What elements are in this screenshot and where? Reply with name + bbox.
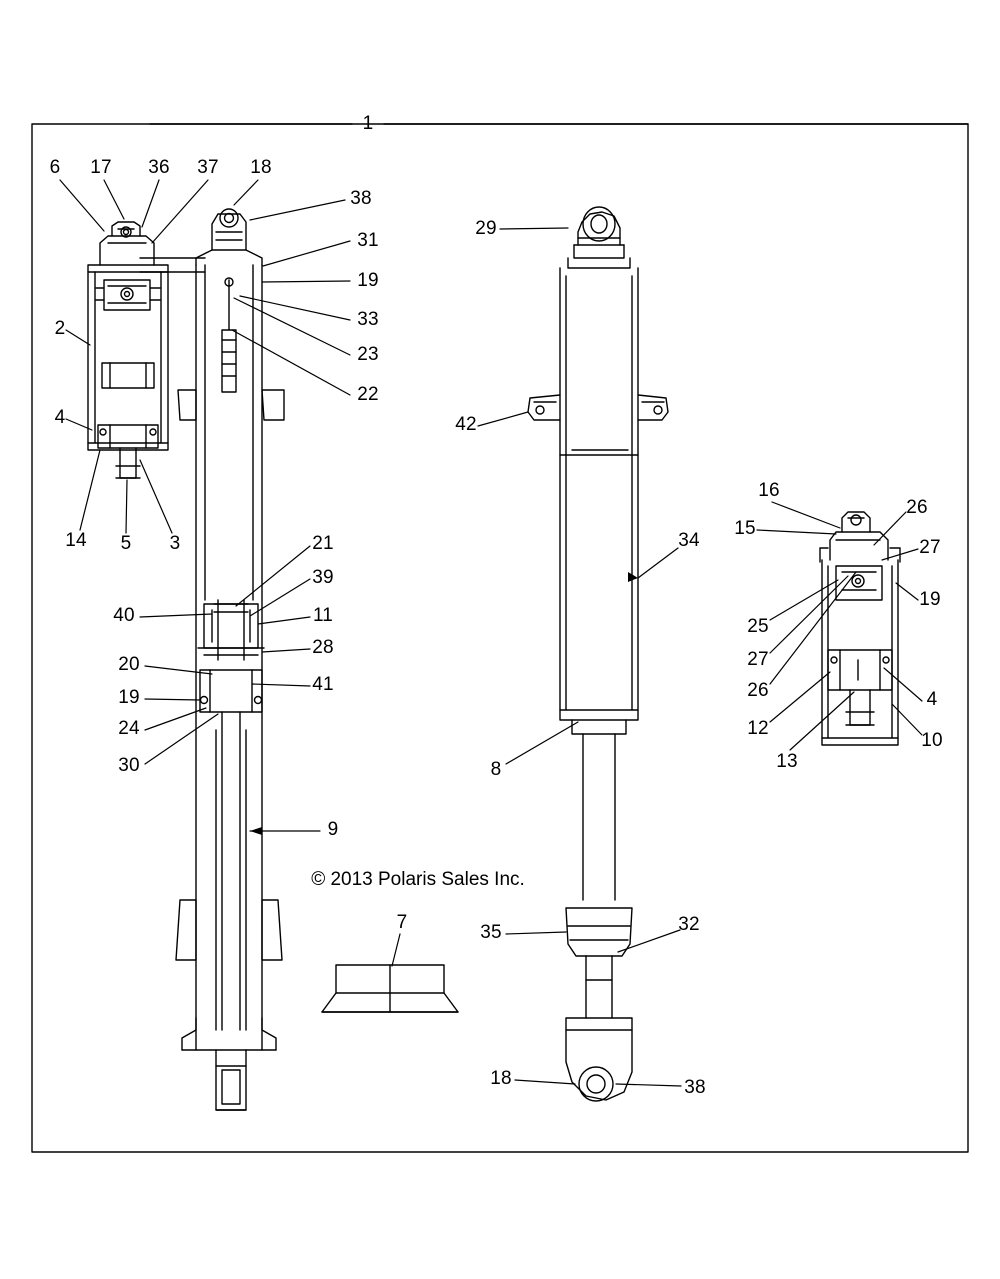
callout-number-42: 42 — [455, 414, 477, 435]
callout-number-38: 38 — [350, 188, 372, 209]
callout-number-10: 10 — [921, 730, 943, 751]
callout-number-12: 12 — [747, 718, 769, 739]
callout-number-8: 8 — [490, 759, 502, 780]
callout-number-27: 27 — [747, 649, 769, 670]
callout-number-41: 41 — [312, 674, 334, 695]
callout-number-29: 29 — [475, 218, 497, 239]
callout-number-4: 4 — [926, 689, 938, 710]
callout-number-30: 30 — [118, 755, 140, 776]
callout-number-25: 25 — [747, 616, 769, 637]
callout-number-9: 9 — [327, 819, 339, 840]
callout-number-32: 32 — [678, 914, 700, 935]
callout-number-18: 18 — [250, 157, 272, 178]
callout-number-24: 24 — [118, 718, 140, 739]
callout-number-31: 31 — [357, 230, 379, 251]
callout-number-5: 5 — [120, 533, 132, 554]
callout-number-38: 38 — [684, 1077, 706, 1098]
callout-number-14: 14 — [65, 530, 87, 551]
callout-number-22: 22 — [357, 384, 379, 405]
callout-number-40: 40 — [113, 605, 135, 626]
callout-number-35: 35 — [480, 922, 502, 943]
callout-number-19: 19 — [357, 270, 379, 291]
callout-number-21: 21 — [312, 533, 334, 554]
callout-number-7: 7 — [396, 912, 408, 933]
callout-number-23: 23 — [357, 344, 379, 365]
callout-number-34: 34 — [678, 530, 700, 551]
callout-number-36: 36 — [148, 157, 170, 178]
callout-number-39: 39 — [312, 567, 334, 588]
callout-number-28: 28 — [312, 637, 334, 658]
callout-number-37: 37 — [197, 157, 219, 178]
callout-number-26: 26 — [906, 497, 928, 518]
leader-lines — [60, 180, 922, 1086]
callout-number-33: 33 — [357, 309, 379, 330]
copyright-notice: © 2013 Polaris Sales Inc. — [311, 869, 525, 890]
callout-number-17: 17 — [90, 157, 112, 178]
callout-number-2: 2 — [54, 318, 66, 339]
part-7-pad — [322, 965, 458, 1012]
callout-number-4: 4 — [54, 407, 66, 428]
leader-arrowheads — [250, 572, 638, 835]
callout-number-18: 18 — [490, 1068, 512, 1089]
callout-number-20: 20 — [118, 654, 140, 675]
callout-number-16: 16 — [758, 480, 780, 501]
callout-number-6: 6 — [49, 157, 61, 178]
callout-number-13: 13 — [776, 751, 798, 772]
callout-number-27: 27 — [919, 537, 941, 558]
center-shock-assembly — [528, 207, 668, 1101]
callout-number-15: 15 — [734, 518, 756, 539]
callout-number-11: 11 — [312, 605, 334, 626]
callout-number-3: 3 — [169, 533, 181, 554]
callout-number-1: 1 — [362, 113, 374, 134]
callout-number-19: 19 — [118, 687, 140, 708]
callout-number-19: 19 — [919, 589, 941, 610]
callout-number-26: 26 — [747, 680, 769, 701]
right-reservoir-cutaway — [820, 512, 900, 745]
